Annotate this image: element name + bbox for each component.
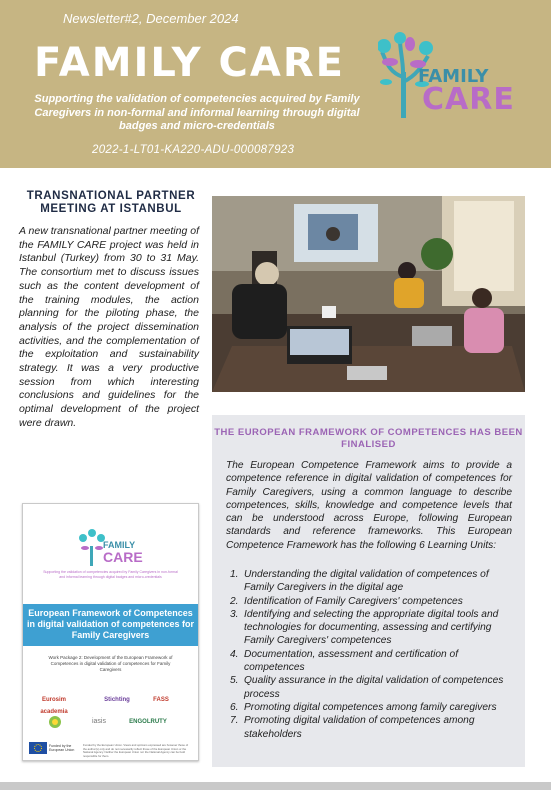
article-body: A new transnational partner meeting of the FAMILY CARE project was held in Istanbul (Turkey) from 30 to 31 May. The consortium met to discuss issues such as the content development of the training modules, the action planning for the piloting phase, the analysis of the project dissemination activities, and the complementation of the exploitation and sustainability strategy. It was a very productive session from which interesting conclusions and guidelines for the optimal development of the project were drawn. xyxy=(19,225,199,429)
logo-word-family: FAMILY xyxy=(418,66,489,87)
partner-logo-icon xyxy=(45,714,65,730)
cover-disclaimer: Funded by the European Union. Views and opinions expressed are however those of the author(s) only and do not necessarily reflect those of the European Union or the National Agency. Neither the European Union nor the National Agency can be held responsible for them. xyxy=(83,743,189,758)
list-number: 4. xyxy=(230,648,239,660)
header-banner xyxy=(0,0,551,168)
list-number: 7. xyxy=(230,715,239,727)
footer-bar xyxy=(0,782,551,790)
list-number: 6. xyxy=(230,701,239,713)
list-text: Documentation, assessment and certification of competences xyxy=(244,648,459,674)
eu-funding-label: Funded by the European Union xyxy=(49,744,75,752)
partner-logo: FASS xyxy=(153,697,169,703)
list-text: Understanding the digital validation of competences of Family Caregivers in the digital age xyxy=(244,569,489,594)
newsletter-issue: Newsletter#2, December 2024 xyxy=(63,11,239,26)
article-title: TRANSNATIONAL PARTNER MEETING AT ISTANBUL xyxy=(26,190,196,215)
cover-title-band: European Framework of Competences in digital validation of competences for Family Caregivers xyxy=(23,604,198,646)
framework-panel xyxy=(212,415,525,767)
list-item xyxy=(226,568,516,595)
partner-logo: iasis xyxy=(91,718,106,725)
newsletter-title: FAMILY CARE xyxy=(34,40,345,86)
list-item xyxy=(226,608,516,648)
framework-title-text: THE EUROPEAN FRAMEWORK OF COMPETENCES HAS BEEN FINALISED xyxy=(214,427,523,450)
list-text: Identification of Family Caregivers' competences xyxy=(244,595,463,607)
cover-logo-word-family: FAMILY xyxy=(103,540,136,550)
list-text: Identifying and selecting the appropriate digital tools and technologies for documenting, assessing and certifying Family Caregivers' competences xyxy=(244,608,499,647)
partner-logo: Stichting xyxy=(104,697,130,703)
list-number: 3. xyxy=(230,608,239,620)
cover-logo-word-care: CARE xyxy=(103,549,143,565)
list-text: Promoting digital competences among family caregivers xyxy=(244,701,497,713)
list-item xyxy=(226,701,516,714)
list-number: 2. xyxy=(230,595,239,607)
cover-logo-subtitle: Supporting the validation of competencies acquired by Family Caregivers in non-formal and informal learning through digital badges and micro-credentials xyxy=(43,570,178,579)
list-item xyxy=(226,714,516,741)
list-item xyxy=(226,595,516,608)
logo-word-care: CARE xyxy=(422,82,515,117)
partner-logo: ENGOLRUTY xyxy=(129,719,167,725)
list-number: 5. xyxy=(230,675,239,687)
newsletter-subtitle: Supporting the validation of competencies acquired by Family Caregivers in non-formal and informal learning through digital badges and micro-credentials xyxy=(34,93,360,132)
learning-units-list xyxy=(226,568,516,741)
framework-document-cover xyxy=(22,503,199,761)
meeting-photo xyxy=(212,196,525,392)
framework-intro: The European Competence Framework aims to provide a competence reference in digital validation of competences for Family Caregivers, using a common language to describe competences, skills, knowledge and competence levels that can be understood across Europe, following European standards and reference frameworks. This European Competence Framework has the following 6 Learning Units: xyxy=(226,460,512,551)
list-item xyxy=(226,674,516,701)
list-number: 1. xyxy=(230,569,239,580)
project-code: 2022-1-LT01-KA220-ADU-000087923 xyxy=(92,144,295,156)
list-item xyxy=(226,648,516,675)
family-care-logo xyxy=(378,32,526,128)
framework-title xyxy=(212,427,525,450)
cover-work-package: Work Package 2: Development of the European Framework of Competences in digital validation of competences for Family Caregivers xyxy=(48,655,173,672)
list-text: Promoting digital validation of competences among stakeholders xyxy=(244,715,475,740)
partner-logo: Eurosim academia xyxy=(40,697,68,715)
list-text: Quality assurance in the digital validation of competences process xyxy=(244,675,504,700)
